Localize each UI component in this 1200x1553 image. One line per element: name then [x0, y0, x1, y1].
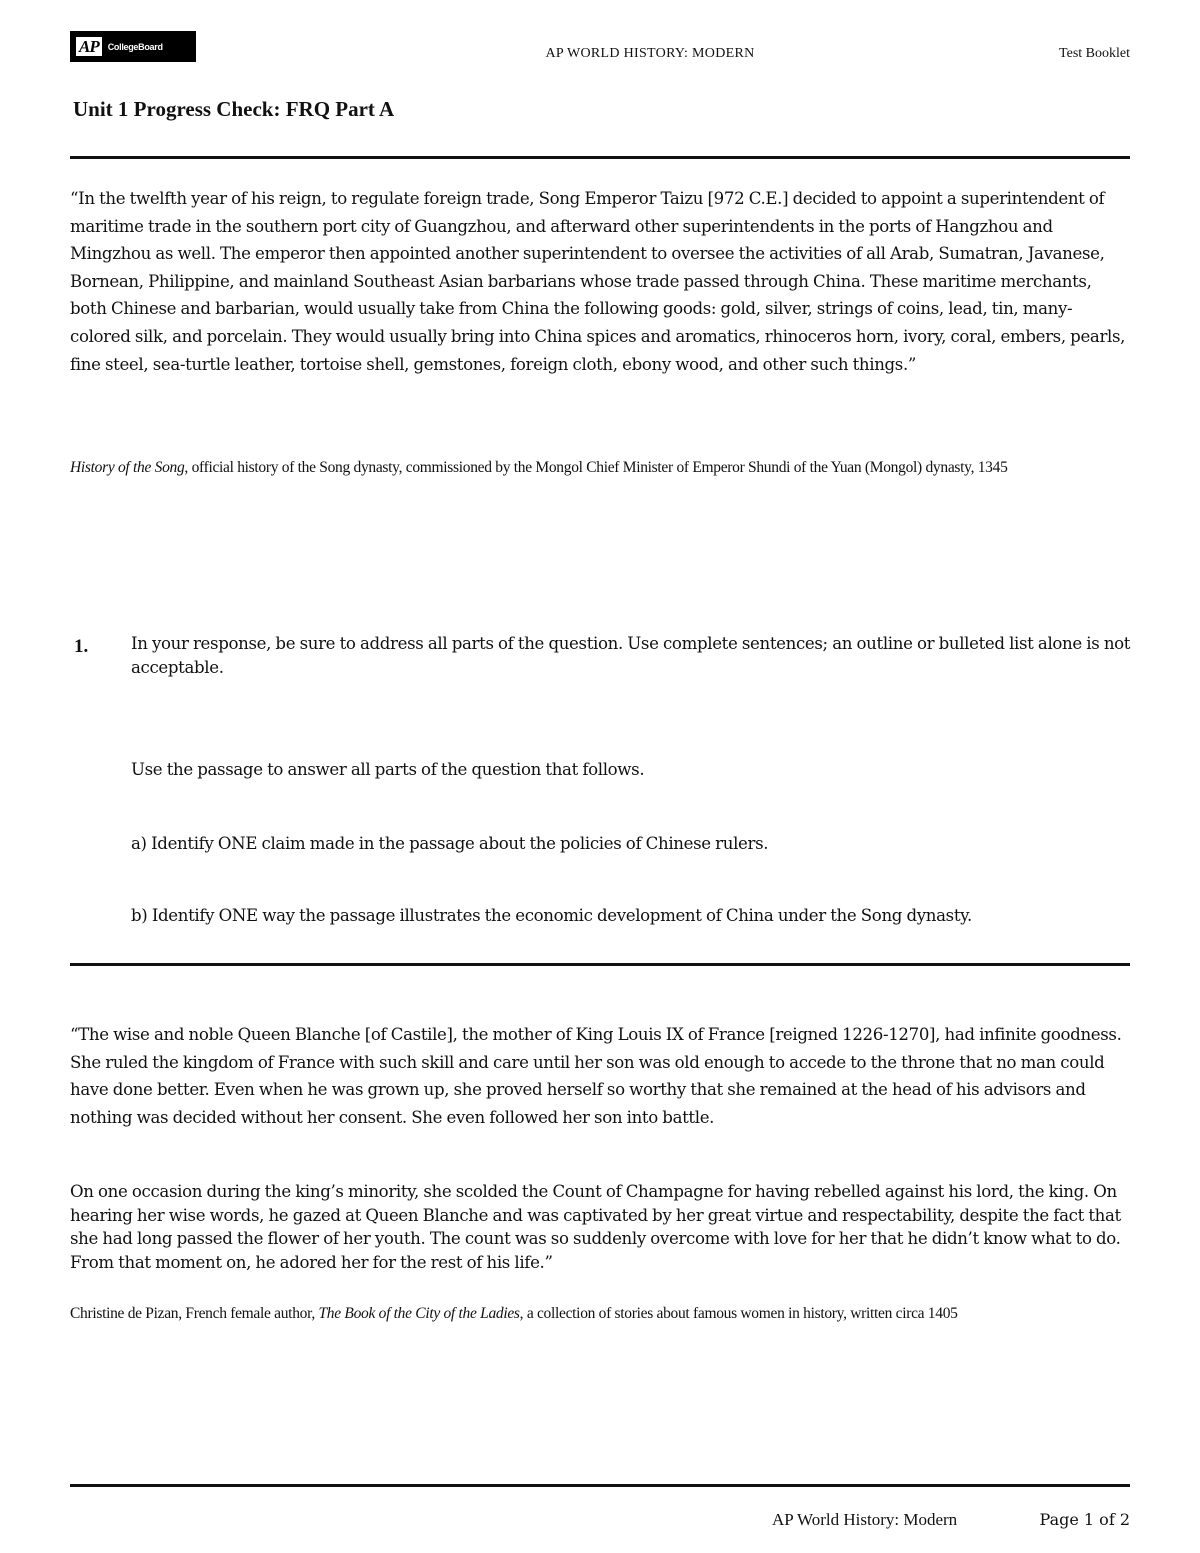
source-author: Christine de Pizan, French female author, — [70, 1305, 319, 1322]
passage-queen-blanche-p2: On one occasion during the king’s minority, she scolded the Count of Champagne for having rebelled against his lord, the king. On hearing her wise words, he gazed at Queen Blanche and was captivated by her great virtue and respectability, despite the fact that she had long passed the flower of her youth. The count was so suddenly overcome with love for her that he didn’t know what to do. From that moment on, he adored her for the rest of his life.” — [70, 1182, 1121, 1272]
source-title: History of the Song — [70, 459, 185, 476]
question-number: 1. — [74, 636, 89, 657]
footer-page-number: Page 1 of 2 — [1039, 1510, 1130, 1529]
passage-queen-blanche-p1: “The wise and noble Queen Blanche [of Castile], the mother of King Louis IX of France [reigned 1226-1270], had infinite goodness. She ruled the kingdom of France with such skill and care until her son was old enough to accede to the throne that no man could have done better. Even when he was grown up, she proved herself so worthy that she remained at the head of his advisors and nothing was decided without her consent. She even followed her son into battle. — [70, 1025, 1122, 1127]
source-description: , official history of the Song dynasty, commissioned by the Mongol Chief Minister of Emperor Shundi of the Yuan (Mongol) dynasty, 1345 — [184, 459, 1008, 476]
passage-song-source — [70, 454, 1132, 481]
question-part-b: b) Identify ONE way the passage illustrates the economic development of China under the Song dynasty. — [131, 906, 972, 925]
college-board-wordmark: CollegeBoard — [107, 41, 163, 52]
page-title: Unit 1 Progress Check: FRQ Part A — [73, 97, 395, 121]
passage-queen-blanche-source — [70, 1300, 1132, 1327]
source-title: The Book of the City of the Ladies — [318, 1305, 520, 1322]
divider-bottom — [70, 1484, 1130, 1487]
question-instructions: In your response, be sure to address all parts of the question. Use complete sentences; an outline or bulleted list alone is not acceptable. — [131, 634, 1131, 677]
header-course-title: AP WORLD HISTORY: MODERN — [545, 46, 755, 61]
ap-logo-mark: AP — [76, 37, 102, 56]
footer-course-title: AP World History: Modern — [772, 1510, 958, 1529]
divider-top — [70, 156, 1130, 159]
source-description: , a collection of stories about famous women in history, written circa 1405 — [519, 1305, 958, 1322]
header-booklet-label: Test Booklet — [1059, 46, 1130, 61]
question-part-a: a) Identify ONE claim made in the passage about the policies of Chinese rulers. — [131, 834, 769, 853]
passage-song-history: “In the twelfth year of his reign, to regulate foreign trade, Song Emperor Taizu [972 C.E.] decided to appoint a superintendent of maritime trade in the southern port city of Guangzhou, and afterward other superintendents in the ports of Hangzhou and Mingzhou as well. The emperor then appointed another superintendent to oversee the activities of all Arab, Sumatran, Javanese, Bornean, Philippine, and mainland Southeast Asian barbarians whose trade passed through China. These maritime merchants, both Chinese and barbarian, would usually take from China the following goods: gold, silver, strings of coins, lead, tin, many-colored silk, and porcelain. They would usually bring into China spices and aromatics, rhinoceros horn, ivory, coral, embers, pearls, fine steel, sea-turtle leather, tortoise shell, gemstones, foreign cloth, ebony wood, and other such things.” — [70, 189, 1126, 374]
divider-middle — [70, 963, 1130, 966]
question-prompt: Use the passage to answer all parts of the question that follows. — [131, 760, 645, 779]
